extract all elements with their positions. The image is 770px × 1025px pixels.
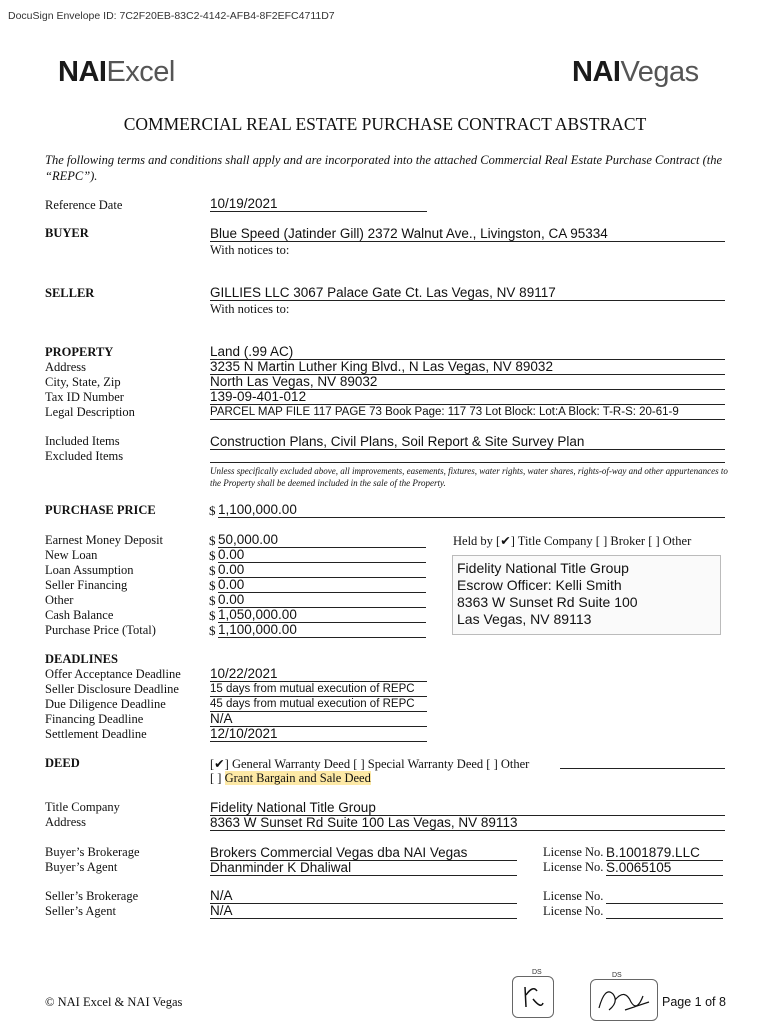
seller-initials-box[interactable] — [590, 979, 658, 1021]
logo-nai-text: NAI — [58, 56, 107, 88]
buyers-brokerage-license-field[interactable]: B.1001879.LLC — [606, 845, 723, 861]
deed-bracket: [ — [210, 757, 215, 771]
sellers-brokerage-field[interactable]: N/A — [210, 888, 517, 904]
cash-balance-label: Cash Balance — [45, 608, 114, 622]
property-name-field[interactable]: Land (.99 AC) — [210, 344, 725, 360]
included-items-field[interactable]: Construction Plans, Civil Plans, Soil Report & Site Survey Plan — [210, 434, 725, 450]
property-heading: PROPERTY — [45, 345, 114, 359]
purchase-price-dollar: $ — [209, 503, 216, 518]
grant-bargain-sale-deed: Grant Bargain and Sale Deed — [224, 771, 371, 785]
settlement-deadline-label: Settlement Deadline — [45, 727, 147, 741]
seller-initials-signature-icon — [591, 980, 657, 1020]
seller-field[interactable]: GILLIES LLC 3067 Palace Gate Ct. Las Vegas, NV 89117 — [210, 285, 725, 301]
buyers-brokerage-label: Buyer’s Brokerage — [45, 845, 140, 859]
nai-vegas-logo — [572, 56, 699, 89]
sellers-brokerage-label: Seller’s Brokerage — [45, 889, 139, 903]
buyers-agent-field[interactable]: Dhanminder K Dhaliwal — [210, 860, 517, 876]
tax-id-label: Tax ID Number — [45, 390, 124, 404]
escrow-address-line2: Las Vegas, NV 89113 — [457, 611, 592, 627]
dollar-sign: $ — [209, 533, 216, 548]
held-by-options-text: ] Title Company [ ] Broker [ ] Other — [510, 534, 692, 548]
purchase-price-total-label: Purchase Price (Total) — [45, 623, 156, 637]
logo-vegas-text: Vegas — [620, 56, 699, 88]
purchase-price-total-field[interactable]: 1,100,000.00 — [218, 622, 426, 638]
envelope-id: DocuSign Envelope ID: 7C2F20EB-83C2-4142-AFB4-8F2EFC4711D7 — [8, 10, 335, 22]
escrow-address-line1: 8363 W Sunset Rd Suite 100 — [457, 594, 638, 610]
intro-paragraph: The following terms and conditions shall apply and are incorporated into the attached Commercial Real Estate Purchase Contract (the “REPC”). — [45, 153, 723, 183]
buyer-notices: With notices to: — [210, 243, 290, 257]
sellers-license-label-1: License No. — [543, 889, 604, 903]
nai-excel-logo — [58, 56, 175, 89]
document-title: COMMERCIAL REAL ESTATE PURCHASE CONTRACT ABSTRACT — [123, 114, 647, 134]
city-state-zip-label: City, State, Zip — [45, 375, 121, 389]
settlement-deadline-field[interactable]: 12/10/2021 — [210, 726, 427, 742]
held-by-options — [453, 533, 691, 549]
purchase-price-label: PURCHASE PRICE — [45, 503, 156, 517]
title-address-field[interactable]: 8363 W Sunset Rd Suite 100 Las Vegas, NV 89113 — [210, 815, 725, 831]
legal-description-label: Legal Description — [45, 405, 135, 419]
deed-options-line1 — [210, 756, 529, 772]
title-company-checkbox[interactable]: ✔ — [500, 534, 511, 548]
sellers-brokerage-license-field[interactable] — [606, 888, 723, 904]
dollar-sign: $ — [209, 593, 216, 608]
cash-balance-field[interactable]: 1,050,000.00 — [218, 607, 426, 623]
logo-nai-text-right: NAI — [572, 56, 621, 88]
dollar-sign: $ — [209, 608, 216, 623]
title-address-label: Address — [45, 815, 86, 829]
new-loan-field[interactable]: 0.00 — [218, 547, 426, 563]
deed-other-line[interactable] — [560, 768, 725, 769]
financing-deadline-field[interactable]: N/A — [210, 711, 427, 727]
escrow-officer: Escrow Officer: Kelli Smith — [457, 577, 622, 593]
new-loan-label: New Loan — [45, 548, 98, 562]
due-diligence-field[interactable]: 45 days from mutual execution of REPC — [210, 697, 427, 712]
buyers-agent-label: Buyer’s Agent — [45, 860, 118, 874]
earnest-money-field[interactable]: 50,000.00 — [218, 532, 426, 548]
grant-bargain-checkbox[interactable]: [ ] — [210, 771, 222, 785]
docusign-tag-2: DS — [612, 972, 622, 979]
sellers-agent-field[interactable]: N/A — [210, 903, 517, 919]
other-field[interactable]: 0.00 — [218, 592, 426, 608]
excluded-items-field[interactable] — [210, 448, 725, 463]
escrow-company: Fidelity National Title Group — [457, 560, 629, 576]
copyright-footer: © NAI Excel & NAI Vegas — [45, 995, 183, 1009]
docusign-tag-1: DS — [532, 969, 542, 976]
buyers-license-label-1: License No. — [543, 845, 604, 859]
deed-options-line2 — [210, 771, 371, 786]
sellers-agent-label: Seller’s Agent — [45, 904, 116, 918]
held-by-prefix: Held by [ — [453, 534, 501, 548]
dollar-sign: $ — [209, 623, 216, 638]
other-label: Other — [45, 593, 74, 607]
reference-date-field[interactable]: 10/19/2021 — [210, 196, 427, 212]
due-diligence-label: Due Diligence Deadline — [45, 697, 166, 711]
seller-label: SELLER — [45, 286, 95, 300]
buyer-field[interactable]: Blue Speed (Jatinder Gill) 2372 Walnut Ave., Livingston, CA 95334 — [210, 226, 725, 242]
seller-disclosure-label: Seller Disclosure Deadline — [45, 682, 179, 696]
buyer-initials-box[interactable] — [512, 976, 554, 1018]
title-company-label: Title Company — [45, 800, 120, 814]
deed-label: DEED — [45, 756, 80, 770]
property-city-field[interactable]: North Las Vegas, NV 89032 — [210, 374, 725, 390]
offer-acceptance-field[interactable]: 10/22/2021 — [210, 666, 427, 682]
legal-description-field[interactable]: PARCEL MAP FILE 117 PAGE 73 Book Page: 117 73 Lot Block: Lot:A Block: T-R-S: 20-61-9 — [210, 405, 725, 420]
escrow-info-box[interactable] — [452, 555, 721, 635]
sellers-agent-license-field[interactable] — [606, 903, 723, 919]
included-items-label: Included Items — [45, 434, 120, 448]
loan-assumption-label: Loan Assumption — [45, 563, 134, 577]
appurtenance-note: Unless specifically excluded above, all improvements, easements, fixtures, water rights, water shares, rights-of-way and other appurtenances to the Property shall be deemed included in the sale of the Property. — [210, 466, 728, 488]
buyer-initials-signature-icon — [513, 977, 553, 1017]
dollar-sign: $ — [209, 548, 216, 563]
title-company-field[interactable]: Fidelity National Title Group — [210, 800, 725, 816]
excluded-items-label: Excluded Items — [45, 449, 124, 463]
seller-notices: With notices to: — [210, 302, 290, 316]
buyers-brokerage-field[interactable]: Brokers Commercial Vegas dba NAI Vegas — [210, 845, 517, 861]
seller-financing-label: Seller Financing — [45, 578, 128, 592]
seller-disclosure-field[interactable]: 15 days from mutual execution of REPC — [210, 682, 427, 697]
buyers-license-label-2: License No. — [543, 860, 604, 874]
deed-options-text: ] General Warranty Deed [ ] Special Warranty Deed [ ] Other — [224, 757, 530, 771]
logo-excel-text: Excel — [106, 56, 175, 88]
buyer-label: BUYER — [45, 226, 89, 240]
reference-date-label: Reference Date — [45, 198, 123, 212]
deadlines-heading: DEADLINES — [45, 652, 118, 666]
seller-financing-field[interactable]: 0.00 — [218, 577, 426, 593]
tax-id-field[interactable]: 139-09-401-012 — [210, 389, 725, 405]
sellers-license-label-2: License No. — [543, 904, 604, 918]
offer-acceptance-label: Offer Acceptance Deadline — [45, 667, 181, 681]
address-label: Address — [45, 360, 86, 374]
property-address-field[interactable]: 3235 N Martin Luther King Blvd., N Las Vegas, NV 89032 — [210, 359, 725, 375]
earnest-money-label: Earnest Money Deposit — [45, 533, 164, 547]
loan-assumption-field[interactable]: 0.00 — [218, 562, 426, 578]
buyers-agent-license-field[interactable]: S.0065105 — [606, 860, 723, 876]
page-number: Page 1 of 8 — [662, 995, 726, 1009]
dollar-sign: $ — [209, 563, 216, 578]
financing-deadline-label: Financing Deadline — [45, 712, 144, 726]
general-warranty-checkbox[interactable]: ✔ — [214, 757, 225, 771]
purchase-price-field[interactable]: 1,100,000.00 — [218, 502, 725, 518]
dollar-sign: $ — [209, 578, 216, 593]
